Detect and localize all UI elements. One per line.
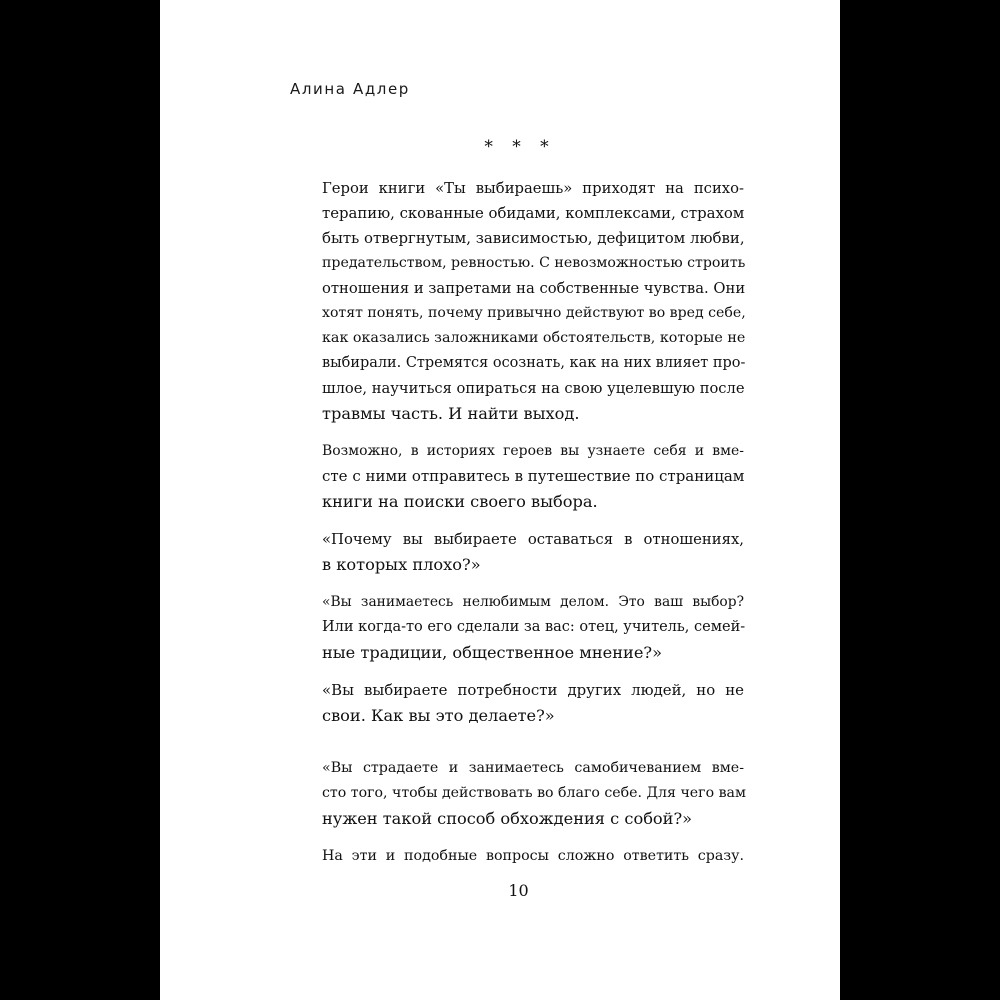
text-line: «Почему вы выбираете оставаться в отношениях, bbox=[322, 531, 744, 548]
text-line: травмы часть. И найти выход. bbox=[322, 404, 580, 423]
running-header-author: Алина Адлер bbox=[290, 80, 410, 98]
paragraph-question-relationships bbox=[290, 527, 744, 577]
text-line: На эти и подобные вопросы сложно ответить сразу. bbox=[322, 848, 744, 864]
page-number: 10 bbox=[508, 881, 529, 900]
text-line: хотят понять, почему привычно действуют во вред себе, bbox=[322, 305, 746, 321]
text-line: в которых плохо?» bbox=[322, 555, 481, 574]
text-line: свои. Как вы это делаете?» bbox=[322, 706, 555, 725]
text-line: Или когда-то его сделали за вас: отец, учитель, семей- bbox=[322, 619, 746, 635]
text-line: нужен такой способ обхождения с собой?» bbox=[322, 809, 693, 828]
paragraph-heroes-intro bbox=[290, 176, 744, 426]
text-line: Возможно, в историях героев вы узнаете себя и вме- bbox=[322, 443, 744, 459]
text-line: выбирали. Стремятся осознать, как на них влияет про- bbox=[322, 355, 746, 371]
text-line: как оказались заложниками обстоятельств, которые не bbox=[322, 330, 746, 346]
paragraph-question-self-blame bbox=[290, 756, 744, 831]
text-line: отношения и запретами на собственные чувства. Они bbox=[322, 280, 746, 297]
paragraph-question-needs bbox=[290, 678, 744, 728]
text-line: быть отвергнутым, зависимостью, дефицитом любви, bbox=[322, 229, 745, 247]
paragraph-conclusion bbox=[290, 844, 744, 869]
text-line: книги на поиски своего выбора. bbox=[322, 492, 598, 511]
text-line: сто того, чтобы действовать во благо себе. Для чего вам bbox=[322, 785, 746, 801]
text-line: предательством, ревностью. С невозможностью строить bbox=[322, 255, 746, 271]
body-text bbox=[290, 176, 744, 882]
text-line: «Вы занимаетесь нелюбимым делом. Это ваш выбор? bbox=[322, 594, 744, 610]
book-page bbox=[160, 0, 840, 1000]
text-line: терапию, скованные обидами, комплексами, страхом bbox=[322, 204, 745, 222]
text-line: ные традиции, общественное мнение?» bbox=[322, 643, 662, 662]
section-divider-asterisks: * * * bbox=[484, 137, 556, 157]
text-line: Герои книги «Ты выбираешь» приходят на психо- bbox=[322, 180, 744, 197]
text-line: «Вы страдаете и занимаетесь самобичеванием вме- bbox=[322, 760, 744, 776]
paragraph-question-work bbox=[290, 590, 744, 665]
paragraph-journey bbox=[290, 439, 744, 514]
text-line: сте с ними отправитесь в путешествие по страницам bbox=[322, 467, 745, 485]
text-line: шлое, научиться опираться на свою уцелевшую после bbox=[322, 380, 745, 397]
text-line: «Вы выбираете потребности других людей, но не bbox=[322, 681, 744, 699]
